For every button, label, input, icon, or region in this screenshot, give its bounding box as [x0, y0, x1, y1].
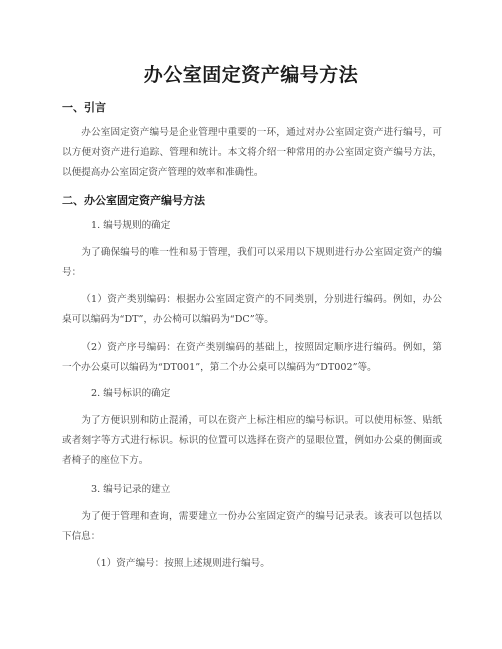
section-heading-method: 二、办公室固定资产编号方法 [62, 194, 205, 207]
document-title: 办公室固定资产编号方法 [143, 64, 359, 86]
subsection-title-record-establishment: 3. 编号记录的建立 [91, 484, 171, 495]
introduction-paragraph: 办公室固定资产编号是企业管理中重要的一环，通过对办公室固定资产进行编号，可以方便对资产进行追踪、管理和统计。本文将介绍一种常用的办公室固定资产编号方法，以便提高办公室固定资产管理的效率和准确性。 [62, 127, 442, 178]
rule-asset-serial-code: （2）资产序号编码：在资产类别编码的基础上，按照固定顺序进行编码。例如，第一个办公桌可以编码为“DT001”，第二个办公桌可以编码为“DT002”等。 [62, 342, 442, 373]
section-heading-introduction: 一、引言 [62, 101, 106, 114]
record-establishment-paragraph: 为了便于管理和查询，需要建立一份办公室固定资产的编号记录表。该表可以包括以下信息： [62, 511, 442, 542]
record-field-asset-number: （1）资产编号：按照上述规则进行编号。 [91, 558, 270, 569]
rule-asset-category-code: （1）资产类别编码：根据办公室固定资产的不同类别，分别进行编码。例如，办公桌可以编码为“DT”，办公椅可以编码为“DC”等。 [62, 294, 442, 325]
subsection-title-numbering-rules: 1. 编号规则的确定 [91, 220, 171, 231]
label-identification-paragraph: 为了方便识别和防止混淆，可以在资产上标注相应的编号标识。可以使用标签、贴纸或者刻字等方式进行标识。标识的位置可以选择在资产的显眼位置，例如办公桌的侧面或者椅子的座位下方。 [62, 415, 442, 466]
numbering-rules-intro: 为了确保编号的唯一性和易于管理，我们可以采用以下规则进行办公室固定资产的编号： [62, 247, 442, 278]
subsection-title-label-identification: 2. 编号标识的确定 [91, 388, 171, 399]
